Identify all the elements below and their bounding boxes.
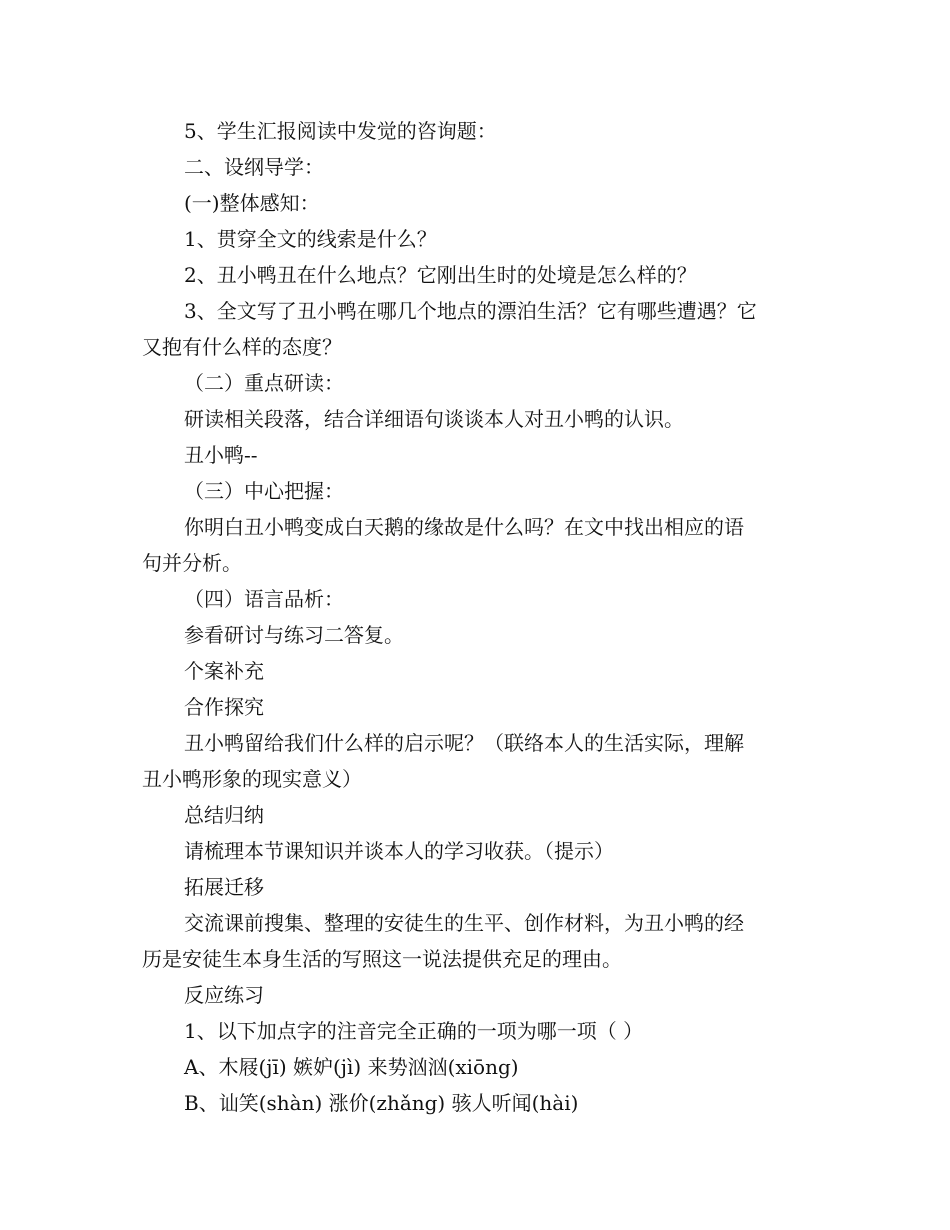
text-line: 丑小鸭留给我们什么样的启示呢？（联络本人的生活实际，理解	[184, 731, 744, 755]
section-label: 拓展迁移	[184, 875, 264, 899]
exercise-option: B、讪笑(shàn) 涨价(zhǎng) 骇人听闻(hài)	[184, 1091, 579, 1115]
section-heading: 二、设纲导学：	[184, 155, 324, 179]
text-line: 交流课前搜集、整理的安徒生的生平、创作材料，为丑小鸭的经	[184, 911, 744, 935]
question-item-continuation: 又抱有什么样的态度？	[142, 335, 342, 359]
document-body	[142, 113, 814, 1121]
text-line: 5、学生汇报阅读中发觉的咨询题：	[184, 119, 497, 143]
exercise-question: 1、以下加点字的注音完全正确的一项为哪一项（ ）	[184, 1019, 644, 1043]
text-line: 丑小鸭--	[184, 443, 258, 467]
question-item: 3、全文写了丑小鸭在哪几个地点的漂泊生活？它有哪些遭遇？它	[184, 299, 757, 323]
subsection-heading: （三）中心把握：	[184, 479, 344, 503]
exercise-option: A、木屐(jī) 嫉妒(jì) 来势汹汹(xiōng)	[184, 1055, 519, 1079]
text-line: 你明白丑小鸭变成白天鹅的缘故是什么吗？在文中找出相应的语	[184, 515, 744, 539]
text-line: 参看研讨与练习二答复。	[184, 623, 404, 647]
section-label: 个案补充	[184, 659, 264, 683]
question-item: 2、丑小鸭丑在什么地点？它刚出生时的处境是怎么样的？	[184, 263, 697, 287]
section-label: 反应练习	[184, 983, 264, 1007]
subsection-heading: (一)整体感知：	[184, 191, 320, 215]
subsection-heading: （四）语言品析：	[184, 587, 344, 611]
question-item: 1、贯穿全文的线索是什么？	[184, 227, 437, 251]
text-line: 请梳理本节课知识并谈本人的学习收获。（提示）	[184, 839, 614, 863]
section-label: 合作探究	[184, 695, 264, 719]
subsection-heading: （二）重点研读：	[184, 371, 344, 395]
text-line-continuation: 句并分析。	[142, 551, 242, 575]
section-label: 总结归纳	[184, 803, 264, 827]
text-line-continuation: 历是安徒生本身生活的写照这一说法提供充足的理由。	[142, 947, 622, 971]
text-line: 研读相关段落，结合详细语句谈谈本人对丑小鸭的认识。	[184, 407, 684, 431]
text-line-continuation: 丑小鸭形象的现实意义）	[142, 767, 362, 791]
